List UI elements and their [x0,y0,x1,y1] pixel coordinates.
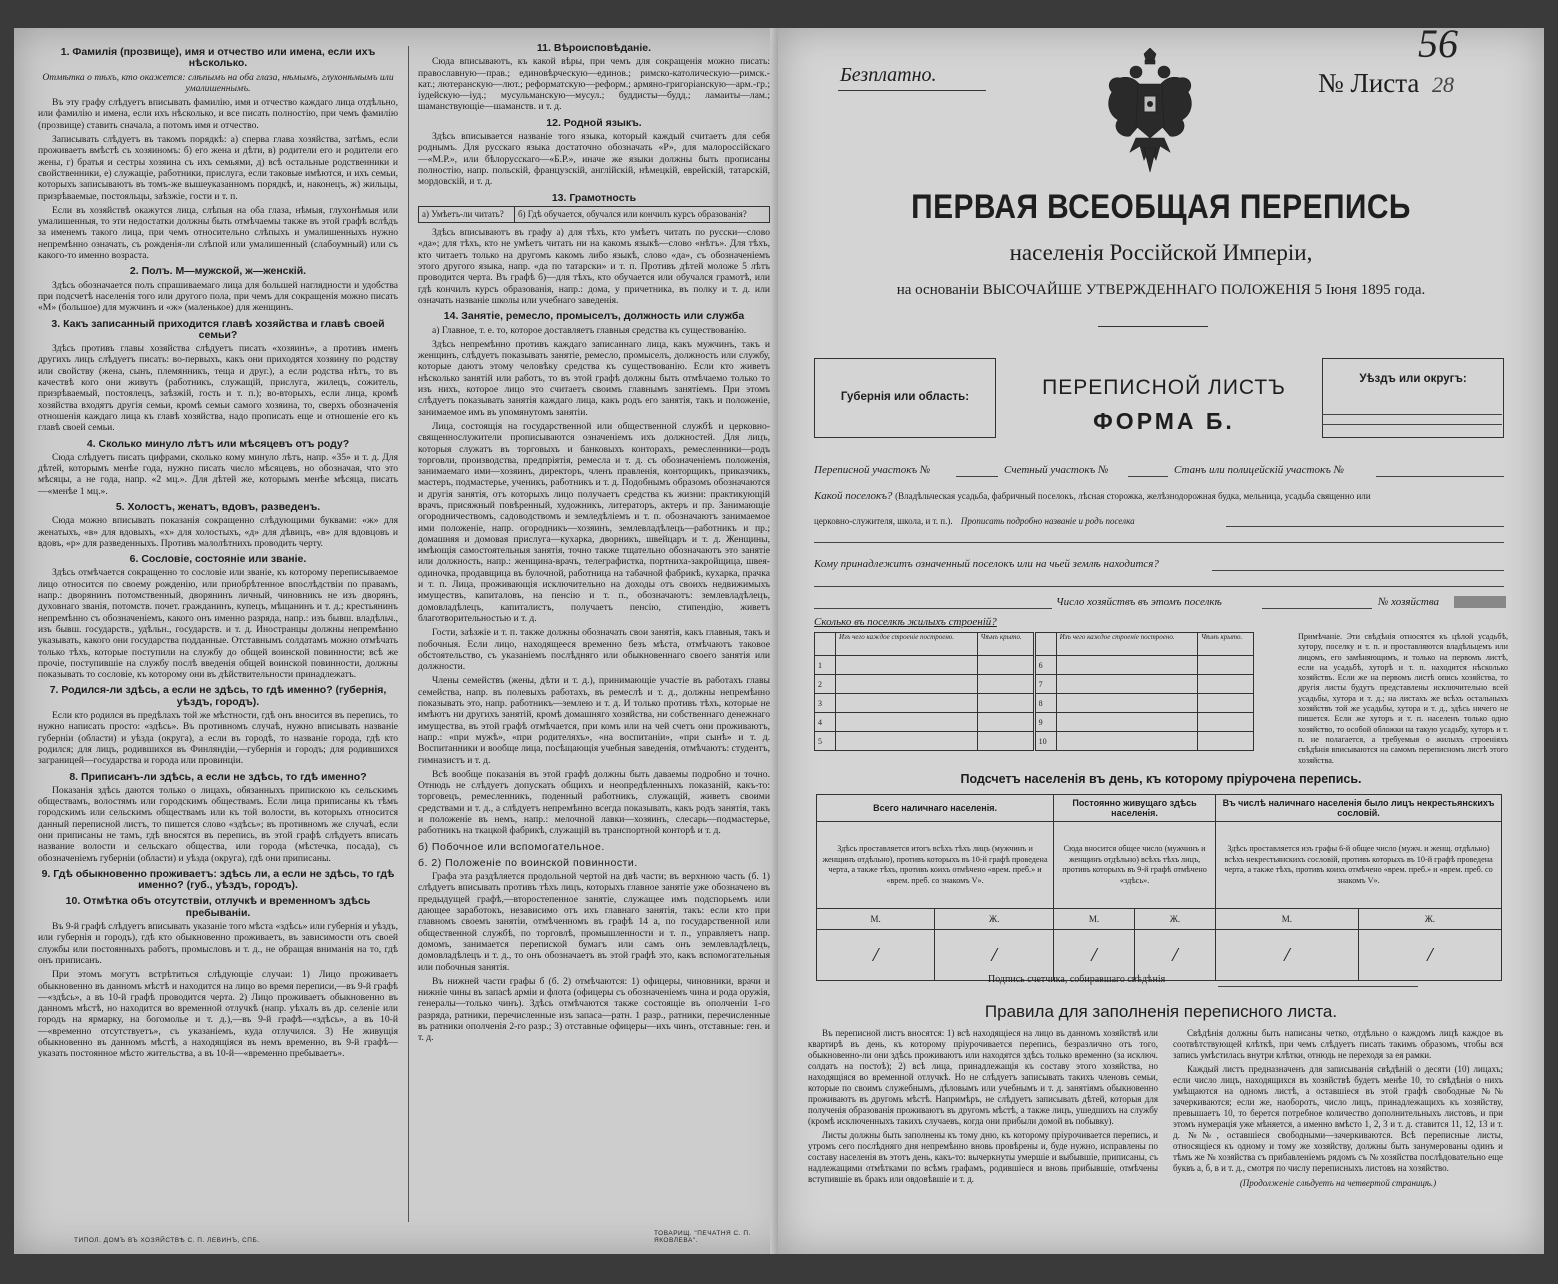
instruction-paragraph: Сюда вписываютъ, къ какой вѣры, при чемъ для сокращенія можно писать: православную—прав.; единовѣрческую—единов.; римско-католическую—римск.-кат.; лютеранскую—лют.; реформатскую—реформ.; армяно-григоріанскую—арм.-гр.; іудейскую—іуд.; мусульманскую—мусул.; буддисты—будд.; ламаиты—лам.; шаманствующіе—шаманств. и т. д. [418,56,770,113]
roof-header: Чѣмъ крыто. [977,633,1034,656]
enumerator-signature[interactable] [988,974,1165,985]
instruction-paragraph: Записывать слѣдуетъ въ такомъ порядкѣ: а) сперва глава хозяйства, затѣмъ, если проживаетъ вмѣстѣ съ хозяиномъ: б) его жена и дѣти, в) родители его и родители его жены, г) братья и сестры хозяина съ ихъ семьями, д) всѣ остальные родственники и свойственники, е) служащіе, работники, прислуга, если таковые имѣются, и ихъ семьи, которыхъ записываютъ въ томъ-же вышеуказанномъ порядкѣ, и, наконецъ, ж) жильцы, призрѣваемые, постояльцы, заѣзжіе, гости и т. п. [38,134,398,202]
material-header: Изъ чего каждое строеніе построено. [1056,633,1198,656]
male-label: М. [1216,909,1359,930]
rule-paragraph: Свѣдѣнія должны быть написаны четко, отдѣльно о каждомъ лицѣ каждое въ соотвѣтствующей клѣткѣ, при чемъ слѣдуетъ писать такимъ образомъ, чтобы вся запись умѣстилась внутри клѣтки, отнюдь не переходя за ея рамки. [1173,1028,1503,1060]
buildings-label: Сколько въ поселкѣ жилыхъ строеній? [814,616,997,628]
instruction-paragraph: Гости, заѣзжіе и т. п. также должны обозначать свои занятія, какъ главныя, такъ и побочныя. Если лицо, находящееся временно безъ мѣста, отмѣчаютъ таковое обстоятельство, съ указаніемъ послѣдняго или обыкновеннаго своего занятія или должности. [418,627,770,673]
row-number: 7 [1034,675,1056,694]
instruction-paragraph: Въ нижней части графы б (б. 2) отмѣчаются: 1) офицеры, чиновники, врачи и нижніе чины въ запасѣ арміи и флота (офицеры съ обозначеніемъ чина и рода оружія, генералы—только чинъ). Здѣсь отмѣчаются также состоящіе въ ополченіи 1-го разряда, ратники, перечисленные изъ запаса—ратн. 1 разр., ратники, перечисленные въ ратники ополченія 2-го разр.; 3) отставные офицеры—ихъ чинъ, отставные: ген. и т. д. [418,975,770,1044]
section-heading: 12. Родной языкъ. [546,116,642,129]
male-label: М. [817,909,935,930]
section-heading: 13. Грамотность [551,191,637,204]
section-heading: 6. Сословіе, состояніе или званіе. [129,553,307,566]
police-station-field[interactable] [1174,464,1344,476]
row-number: 5 [815,732,836,751]
instruction-paragraph: Если кто родился въ предѣлахъ той же мѣстности, гдѣ онъ вносится въ перепись, то нужно написать просто: «здѣсь». Въ противномъ случаѣ, нужно вписывать названіе губерніи (области) и уѣзда (округа), а если въ городѣ, то названіе города, гдѣ кто родился; для лицъ, родившихся въ Финляндіи,—губернія и городъ; для родившихся заграницей—государства и города или провинціи. [38,710,398,767]
instruction-paragraph: Здѣсь отмѣчается сокращенно то сословіе или званіе, къ которому переписываемое лицо относится по своему рожденію, или приобрѣтенное впослѣдствіи по правамъ, напр.: дворянинъ потомственный, дворянинъ личный, чиновникъ не изъ дворянъ, духовнаго званія, потомств. почет. гражданинъ, купецъ, мѣщанинъ и т. д.; крестьянинъ непремѣнно съ обозначеніемъ, какого онъ именно разряда, напр.: изъ бывш. владѣльч., изъ бывш. государств., удѣльн., государств. и т. д. Иностранцы должны непремѣнно указывать, какого они государства подданные. Отставнымъ солдатамъ можно отмѣчать только тѣхъ, которые поступили на службу до общей воинской повинности; всѣ же прочіе, поступившіе на службу послѣ введенія общей воинской повинности, должны показывать то сословіе, къ которому они въ дѣйствительности принадлежатъ. [38,567,398,681]
instruction-paragraph: а) Главное, т. е. то, которое доставляетъ главныя средства къ существованію. [432,324,747,336]
instruction-paragraph: Всѣ вообще показанія въ этой графѣ должны быть даваемы подробно и точно. Отнюдь не слѣдуетъ допускать общихъ и неопредѣленныхъ показаній, какъ-то: торговецъ, ремесленникъ, поденный работникъ, служащій, живетъ своими средствами и т. д., а слѣдуетъ непремѣнно всегда показывать, какъ родъ занятія, такъ и положеніе въ немъ, напр.: мелочной лавки—хозяинъ, слесарь—подмастерье, работникъ на ткацкой фабрикѣ, служащій въ транспортной конторѣ и т. д. [418,768,770,837]
form-type: ФОРМА Б. [1093,408,1235,434]
instructions-column-1 [38,42,398,1232]
instruction-paragraph: Графа эта раздѣляется продольной чертой на двѣ части; въ верхнюю часть (б. 1) слѣдуетъ вписывать противъ тѣхъ лицъ, которыхъ главное занятіе уже обозначено въ предыдущей графѣ,—второстепенное занятіе, служащее имъ подспорьемъ или дающее заработокъ, независимо отъ ихъ главнаго занятія, такъ: если кто при главномъ своемъ занятіи, отмѣченномъ въ графѣ 14 а, по государственной или общественной службѣ, по торговлѣ, промышленности и т. п., управляетъ напр. домомъ, занимается перепиской бумагъ или самъ онъ землевладѣлецъ, домовладѣлецъ и т. д., то онъ обозначаетъ въ этой графѣ это, какъ вспомогательныя или побочныя занятія. [418,871,770,973]
left-page [14,28,790,1254]
counting-area-field[interactable] [1004,464,1108,476]
census-title: ПЕРВАЯ ВСЕОБЩАЯ ПЕРЕПИСЬ [911,188,1411,226]
section-heading: 11. Вѣроисповѣданіе. [536,42,652,54]
province-label: Губернія или область: [840,391,970,403]
sheet-number-label: № Листа [1318,68,1420,98]
count-cell[interactable]: / [935,930,1054,981]
rule-paragraph: Въ переписной листъ вносятся: 1) всѣ находящіеся на лицо въ данномъ хозяйствѣ или квартирѣ въ день, къ которому пріурочивается перепись, безразлично отъ того, обыкновенно-ли они здѣсь проживаютъ или находятся здѣсь только временно (за исключ. солдатъ на постоѣ); 2) всѣ лица, принадлежащія къ составу этого хозяйства, но находящіяся во временной отлучкѣ. Но не слѣдуетъ записывать такихъ членовъ семьи, которые по своимъ служебнымъ, дѣловымъ или учебнымъ и т. д. занятіямъ обыкновенно проживаютъ въ другомъ мѣстѣ. Напримѣръ, не слѣдуетъ записывать дѣтей, которыя для полученія образованія проживаютъ въ другомъ мѣстѣ, а также лицъ, ушедшихъ на службу (кромѣ исключенныхъ такихъ случаевъ, когда они прибыли домой въ побывку). [808,1028,1158,1126]
row-number: 2 [815,675,836,694]
male-label: М. [1054,909,1135,930]
census-area-field[interactable] [814,464,930,476]
literacy-subheader: а) Умѣетъ-ли читать? [419,206,515,222]
households-count-label: Число хозяйствъ въ этомъ поселкѣ [1056,596,1222,608]
instruction-paragraph: Сюда слѣдуетъ писать цифрами, сколько кому минуло лѣтъ, напр. «35» и т. д. Для дѣтей, которымъ менѣе года, нужно писать число мѣсяцевъ, но обозначая, что это мѣсяцы, а не года, напр. «2 мц.». Для дѣтей же, которымъ менѣе мѣсяца, писать—«менѣе 1 мц.». [38,451,398,497]
row-number: 8 [1034,694,1056,713]
rules-column-1 [808,1028,1158,1188]
settlement-field-line2[interactable] [814,515,1135,527]
row-number: 4 [815,713,836,732]
instruction-paragraph: Здѣсь противъ главы хозяйства слѣдуетъ писать «хозяинъ», а противъ именъ другихъ лицъ слѣдуетъ писать: во-первыхъ, какъ они приходятся хозяину по родству или свойству (жена, сынъ, племянникъ, теща и друг.), а если родства нѣтъ, то въ качествѣ кого они живутъ (работникъ, служащій, прислуга, жилецъ, сожитель, призрѣваемый, постоялецъ, заѣзжій, гость и т. п.); во-вторыхъ, если лица, кромѣ хозяйства входятъ другія семьи, кромѣ семьи самого хозяина, то, сверхъ обозначенія отношенія каждаго лица къ главѣ хозяйства, надо прописать еще и отношеніе его къ главѣ своей семьи. [38,343,398,434]
material-header: Изъ чего каждое строеніе построено. [836,633,978,656]
printer-imprint: ТОВАРИЩ. "ПЕЧАТНЯ С. П. ЯКОВЛЕВА". [654,1230,751,1244]
section-heading: 4. Сколько минуло лѣтъ или мѣсяцевъ отъ роду? [86,437,350,450]
sheet-number-value: 28 [1432,72,1454,97]
population-count-title: Подсчетъ населенія въ день, къ которому пріурочена перепись. [960,772,1362,786]
instruction-paragraph: Если въ хозяйствѣ окажутся лица, слѣпыя на оба глаза, нѣмыя, глухонѣмыя или умалишенныя, то эти недостатки должны быть отмѣчаемы также въ этой графѣ вслѣдъ за именемъ такого лица, при чемъ относительно слѣпыхъ и умалишенныхъ нужно непремѣнно означать, съ рожденія-ли слѣпой или умалишенный (слабоумный) или съ какого-то именно возраста. [38,204,398,262]
instruction-paragraph: Здѣсь вписываютъ въ графу а) для тѣхъ, кто умѣетъ читать по русски—слово «да»; для тѣхъ, кто не умѣетъ читать ни на какомъ языкѣ—слово «нѣтъ». Для тѣхъ, кто читаетъ только на другомъ какомъ либо языкѣ, слово «да», съ обозначеніемъ этого другого языка, напр. «да по татарски» и т. п. Противъ дѣтей моложе 5 лѣтъ проводится черта. Въ графѣ б)—для тѣхъ, кто обучается или обучался грамотѣ, или гдѣ кончилъ курсъ образованія, напр.: дома, у причетника, въ полку и т. д. или означать названіе школы или учебнаго заведенія. [418,227,770,306]
population-count-table [816,794,1502,981]
count-cell[interactable]: / [1216,930,1359,981]
right-page [778,28,1544,1254]
instruction-paragraph: Лица, состоящія на государственной или общественной службѣ и церковно-священнослужители прописываются означеніемъ ихъ должностей. Для лицъ, которыя служатъ въ торговыхъ и банковыхъ конторахъ, ремесленники—родъ торговли, производства, предпріятія, ремесла и т. д. съ обозначеніемъ положенія, занимаемаго ими—хозяинъ, директоръ, членъ правленія, конторщикъ, приказчикъ, мастеръ, подмастерье, ученикъ, работникъ и т. д. Подобнымъ образомъ обозначаются и другія занятія, отъ которыхъ лицо получаетъ средства къ жизни: практикующій врачъ, присяжный повѣренный, художникъ, литераторъ, актеръ и пр. Занимающіе огородничествомъ, садоводствомъ и земледѣліемъ и т. п. обозначаютъ занимаемое ими положеніе, напр. огородникъ—хозяинъ, землевладѣлецъ—работникъ и пр.; домашняя и домовая прислуга—кухарка, дворникъ, швейцаръ и т. д. Женщины, имѣющія самостоятельныя занятія, точно также тщательно обозначаютъ это занятіе или должность, напр.: женщина-врачъ, телеграфистка, портниха-закройщица, швея-одиночка, продавщица въ булочной, работница на табачной фабрикѣ, кухарка, прачка и т. п. Лица, проживающія исключительно на доходы отъ своихъ недвижимыхъ имуществъ, капиталовъ, на пенсію и т. п., обозначаютъ: землевладѣлецъ, домовладѣлецъ, капиталистъ, получаетъ пенсію, стипендію, живетъ благотворительностью и т. д. [418,420,770,624]
buildings-table [814,632,1254,751]
form-header-row [814,358,1502,440]
rules-title: Правила для заполненія переписного листа. [984,1002,1338,1021]
section-heading: 10. Отмѣтка объ отсутствіи, отлучкѣ и временномъ здѣсь пребываніи. [65,895,371,919]
section-heading: 3. Какъ записанный приходится главѣ хозяйства и главѣ своей семьи? [51,317,385,341]
count-cell[interactable]: / [1134,930,1215,981]
buildings-note: Примѣчаніе. Эти свѣдѣнія относятся къ цѣлой усадьбѣ, хутору, поселку и т. п. и проставляются владѣльцемъ или лицомъ, его замѣняющимъ, и только на первомъ листѣ, если на усадьбѣ, хуторѣ и т. п. находится нѣсколько хозяйствъ. Если же на первомъ листѣ опись хозяйства, то другія листы будутъ представлены исключительно всей усадьбы, хутора и т. д.; на листахъ же всѣхъ остальныхъ хозяйствъ той же усадьбы, хутора и т. д., здѣсь ничего не пишется. Если же хуторъ и т. п. населенъ только одно хозяйство, то особой обложки на такую усадьбу, хуторъ и т. п. не полагается, а требуемыя о жилыхъ строеніяхъ свѣдѣнія вписываются на самомъ переписномъ листѣ этого хозяйства. [1298,632,1508,765]
permanent-resident-header: Постоянно живущаго здѣсь населенія. [1054,795,1216,822]
count-cell[interactable]: / [1358,930,1501,981]
section-heading: 9. Гдѣ обыкновенно проживаетъ: здѣсь ли, а если не здѣсь, то гдѣ именно? (губ., уѣздъ, городъ). [41,867,395,892]
district-box[interactable] [1322,358,1504,438]
free-label: Безплатно. [840,64,937,86]
settlement-label: Какой поселокъ? [814,490,893,502]
census-subtitle: населенія Россійской Имперіи, [1009,240,1313,265]
instruction-paragraph: Въ 9-й графѣ слѣдуетъ вписывать указаніе того мѣста «здѣсь» или губернія и уѣздъ, или губернія и городъ), гдѣ кто обыкновенно проживаетъ, въ зависимости отъ своей службы или постоянныхъ работъ, промысловъ и т. д., не обращая вниманія на то, гдѣ онъ приписанъ. [38,921,398,966]
instruction-paragraph: Показанія здѣсь даются только о лицахъ, обязанныхъ припискою къ сельскимъ обществамъ, волостямъ или городскимъ обществамъ. Если лица приписаны къ тѣмъ городскимъ или сельскимъ обществамъ или къ той волости, въ которыхъ относится данный переписной листъ, то пишется слово «здѣсь»; въ противномъ же случаѣ, если они приписаны не тамъ, гдѣ вносятся въ перепись, въ этой графѣ слѣдуетъ вписать название волости и сельскаго общества, или города (мѣстечка, посада), съ обозначеніемъ губерніи (области) и уѣзда (округа), гдѣ они приписаны. [38,784,398,864]
female-label: Ж. [1358,909,1501,930]
total-present-desc: Здѣсь проставляется итогъ всѣхъ тѣхъ лицъ (мужчинъ и женщинъ отдѣльно), противъ которыхъ въ 10-й графѣ проведена черта, а также тѣхъ, противъ коихъ отмѣчено «врем. преб.» и «врем. преб. со знакомъ V». [817,822,1054,909]
buildings-field[interactable] [814,616,997,628]
non-peasant-header: Въ числѣ наличнаго населенія было лицъ некрестьянскихъ сословій. [1216,795,1502,822]
column-divider [408,46,409,1222]
households-count-field[interactable] [1056,596,1222,608]
instruction-paragraph: Въ эту графу слѣдуетъ вписывать фамилію, имя и отчество каждаго лица отдѣльно, или фамилію и имена, если ихъ нѣсколько, и все писать полностію, при чемъ фамилію (прозвище) ставить сначала, а потомъ имя и отчество. [38,97,398,131]
row-number: 3 [815,694,836,713]
instruction-paragraph: Сюда можно вписывать показанія сокращенно слѣдующими буквами: «ж» для женатыхъ, «в» для вдовыхъ, «х» для холостыхъ, «д» для дѣвицъ, «в» для вдовцовъ и вдовъ, «р» для разведенныхъ. Противъ малолѣтнихъ проводить черту. [38,515,398,549]
rule-paragraph: Листы должны быть заполнены къ тому дню, къ которому пріурочивается перепись, и утромъ сего послѣдняго дня непремѣнно вновь провѣрены и, буде нужно, исправлены по составу населенія въ этотъ день, какъ-то: вычеркнуты умершіе и выбывшіе, приписаны, съ надлежащими отмѣтками по всѣмъ графамъ, родившіеся и вновь прибывшіе, отмѣчены вступившіе въ бракъ или овдовѣвшіе и т. д. [808,1130,1158,1184]
literacy-subheader-table [418,206,770,223]
settlement-hint-3: Прописать подробно названіе и родъ поселка [960,516,1135,526]
section-heading: 5. Холостъ, женатъ, вдовъ, разведенъ. [115,500,321,513]
section-heading: б. 2) Положеніе по воинской повинности. [418,856,638,869]
instructions-column-2 [418,38,770,1228]
settlement-hint-2: церковно-служителя, школа, и т. п.). [814,516,953,526]
section-heading: б) Побочное или вспомогательное. [418,840,605,853]
owner-label: Кому принадлежитъ означенный поселокъ или на чьей землѣ находится? [814,558,1159,570]
handwritten-stamp-number: 56 [1418,28,1458,66]
province-box[interactable] [814,358,996,438]
count-cell[interactable]: / [1054,930,1135,981]
section-heading: 1. Фамилія (прозвище), имя и отчество или имена, если ихъ нѣсколько. [60,46,376,70]
female-label: Ж. [1134,909,1215,930]
roof-header: Чѣмъ крыто. [1198,633,1254,656]
rules-column-2 [1173,1028,1503,1189]
rule-paragraph: Каждый листъ предназначенъ для записыванія свѣдѣній о десяти (10) лицахъ; если число лицъ, находящихся въ хозяйствѣ будетъ менѣе 10, то свѣдѣнія о нихъ умѣщаются на одномъ листѣ, а оставшіеся въ этой графѣ свободные №№ зачеркиваются; если же, наоборотъ, число лицъ, принадлежащихъ къ хозяйству, превышаетъ 10, то берется потребное количество дополнительныхъ листовъ, и при этомъ нумерація уже мѣняется, а именно вмѣсто 1, 2, 3 и т. д. ставится 11, 12, 13 и т. д. №№, оставшіеся свободными—зачеркиваются. Всѣ переписные листы, относящіеся къ одному и тому же хозяйству, должны быть занумерованы одинъ и тѣмъ же № хозяйства съ прибавленіемъ рядомъ съ № хозяйства послѣдовательно еще буквъ а, б, в и т. д., смотря по числу переписныхъ листовъ на хозяйство. [1173,1064,1503,1173]
section-heading: 14. Занятіе, ремесло, промыселъ, должность или служба [443,310,745,323]
counting-area-label: Счетный участокъ № [1004,464,1109,476]
section-subheading: Отмѣтка о тѣхъ, кто окажется: слѣпымъ на оба глаза, нѣмымъ, глухонѣмымъ или умалишеннымъ. [42,71,394,94]
row-number: 9 [1034,713,1056,732]
permanent-resident-desc: Сюда вносится общее число (мужчинъ и женщинъ отдѣльно) всѣхъ тѣхъ лицъ, противъ которыхъ въ 9-й графѣ отмѣчено «здѣсь». [1054,822,1216,909]
divider [1098,326,1208,327]
district-label: Уѣздъ или округъ: [1359,373,1467,385]
household-number-field[interactable] [1378,596,1439,608]
section-heading: 8. Приписанъ-ли здѣсь, а если не здѣсь, то гдѣ именно? [69,770,367,783]
non-peasant-desc: Здѣсь проставляется изъ графы 6-й общее число (мужч. и женщ. отдѣльно) всѣхъ некрестьянскихъ сословій, противъ которыхъ въ 10-й графѣ проведена черта, а также тѣхъ, противъ коихъ отмѣчено «врем. преб.» и «врем. преб. со знакомъ V». [1216,822,1502,909]
total-present-header: Всего наличнаго населенія. [817,795,1054,822]
double-headed-eagle-emblem [1100,48,1200,178]
divider [838,90,986,91]
row-number: 6 [1034,656,1056,675]
redaction-mark [1454,596,1506,608]
census-area-label: Переписной участокъ № [814,464,931,476]
female-label: Ж. [935,909,1054,930]
row-number: 10 [1034,732,1056,751]
instruction-paragraph: Здѣсь обозначается полъ спрашиваемаго лица для большей наглядности и удобства при подсчетѣ населенія того или другого пола, при чемъ для сокращенія можно писать «М» (большое) для мужчинъ и «ж» (маленькое) для женщинъ. [38,279,398,314]
settlement-field[interactable] [814,490,1371,502]
instruction-paragraph: Здѣсь непремѣнно противъ каждаго записаннаго лица, какъ мужчинъ, такъ и женщинъ, слѣдуетъ показывать занятіе, ремесло, промыселъ, должность или службу, которые даютъ этому человѣку средства къ существованію. Если кто живетъ нѣсколько занятій или работъ, то въ этой графѣ должны быть отмѣчаемо только то изъ нихъ, которое лицо это считаетъ своимъ главнымъ занятіемъ. При этомъ слѣдуетъ показывать занятія каждаго лица, какъ родъ его занятія, такъ и положеніе, занимаемое имъ въ упомянутомъ занятіи. [418,338,770,418]
settlement-hint: (Владѣльческая усадьба, фабричный поселокъ, лѣсная сторожка, желѣзнодорожная будка, мельница, усадьба священно или [895,491,1371,501]
row-number: 1 [815,656,836,675]
signature-label: Подпись счетчика, собиравшаго свѣдѣнія [988,974,1166,985]
section-heading: 7. Родился-ли здѣсь, а если не здѣсь, то гдѣ именно? (губернія, уѣздъ, городъ). [49,684,387,708]
printer-imprint: ТИПОЛ. ДОМЪ ВЪ ХОЗЯЙСТВѢ С. П. ЛЕВИНЪ, СПБ. [74,1237,260,1244]
form-title: ПЕРЕПИСНОЙ ЛИСТЪ [1042,376,1286,399]
section-heading: 2. Полъ. М—мужской, ж—женскій. [129,265,307,278]
count-cell[interactable]: / [817,930,935,981]
owner-field[interactable] [814,558,1159,570]
police-station-label: Станъ или полицейскій участокъ № [1174,464,1344,476]
household-number-label: № хозяйства [1378,596,1440,608]
instruction-paragraph: Члены семействъ (жены, дѣти и т. д.), принимающіе участіе въ работахъ главы семейства, напр. въ полевыхъ работахъ, въ ремеслѣ и т. д., должны непремѣнно показывать это, напр. работникъ—землею и т. д. И только противъ тѣхъ, которые не имѣютъ ни другихъ занятій, кромѣ домашняго хозяйства, ни собственнаго денежнаго имущества, въ этой графѣ отмѣчается, при комъ или на чей счетъ они проживаютъ, напр.: «при мужѣ», «при родителяхъ», «на воспитаніи», «при сынѣ» и т. д. Воспитанники и вообще лица, посѣщающія учебныя заведенія, отмѣчаютъ: студентъ, гимназистъ и т. д. [418,675,770,766]
continuation-note: (Продолженіе слѣдуетъ на четвертой страницѣ.) [1239,1178,1437,1188]
instruction-paragraph: Здѣсь вписывается названіе того языка, который каждый считаетъ для себя роднымъ. Для русскаго языка достаточно обозначать «Р», для малороссійскаго—«М.Р.», или бѣлорусскаго—«Б.Р.», иначе же языки должны быть прописаны полностію, напр. польскій, французскій, англійскій, нѣмецкій, еврейскій, татарскій, мордовскій, и т. д. [418,131,770,188]
literacy-subheader: б) Гдѣ обучается, обучался или кончилъ курсъ образованія? [514,206,769,222]
instruction-paragraph: При этомъ могутъ встрѣтиться слѣдующіе случаи: 1) Лицо проживаетъ обыкновенно въ данномъ мѣстѣ и находится на лицо во время переписи,—въ 9-й графѣ—«здѣсь», а въ 10-й графѣ проводится черта. 2) Лицо проживаетъ обыкновенно въ данномъ мѣстѣ, но находится во временной отлучкѣ (напр. уѣхалъ въ др. селеніе или городъ на ярмарку, на богомолье и т. д.),—въ 9-й графѣ—«здѣсь», а въ 10-й—«временно отсутствуетъ», съ указаніемъ, куда отлучился. 3) Не живущія обыкновенно въ данномъ мѣстѣ, а находящіяся въ немъ временно, въ 9-й графѣ—указать постоянное мѣсто жительства, а въ 10-й—«временно пребываетъ». [38,969,398,1060]
census-decree-line: на основаніи ВЫСОЧАЙШЕ УТВЕРЖДЕННАГО ПОЛОЖЕНІЯ 5 Іюня 1895 года. [896,282,1426,298]
